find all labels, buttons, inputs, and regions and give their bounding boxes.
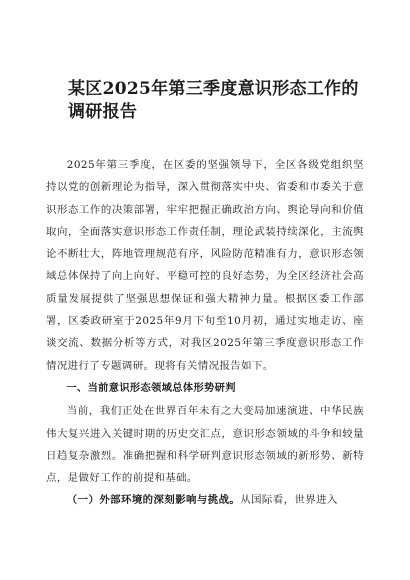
document-title: 某区2025年第三季度意识形态工作的调研报告 [68, 79, 359, 122]
subsection-text: 从国际看，世界进入 [240, 494, 338, 507]
section-paragraph: 当前，我们正处在世界百年未有之大变局加速演进、中华民族伟大复兴进入关键时期的历史交汇点，意识形态领域的斗争和较量日趋复杂激烈。准确把握和科学研判意识形态领域的新形势、新特点，是做好工作的前提和基础。 [46, 405, 364, 485]
subsection-heading: （一）外部环境的深刻影响与挑战。 [66, 494, 241, 507]
section-heading: 一、当前意识形态领域总体形势研判 [66, 382, 236, 394]
document-body [46, 154, 364, 512]
intro-paragraph: 2025年第三季度，在区委的坚强领导下，全区各级党组织坚持以党的创新理论为指导，深入贯彻落实中央、省委和市委关于意识形态工作的决策部署，牢牢把握正确政治方向、舆论导向和价值取向，全面落实意识形态工作责任制，理论武装持续深化，主流舆论不断壮大，阵地管理规范有序，风险防范精准有力，意识形态领域总体保持了向上向好、平稳可控的良好态势，为全区经济社会高质量发展提供了坚强思想保证和强大精神力量。根据区委工作部署，区委政研室于2025年9月下旬至10月初，通过实地走访、座谈交流、数据分析等方式，对我区2025年第三季度意识形态工作情况进行了专题调研。现将有关情况报告如下。 [46, 159, 364, 372]
subsection-paragraph [46, 489, 364, 511]
